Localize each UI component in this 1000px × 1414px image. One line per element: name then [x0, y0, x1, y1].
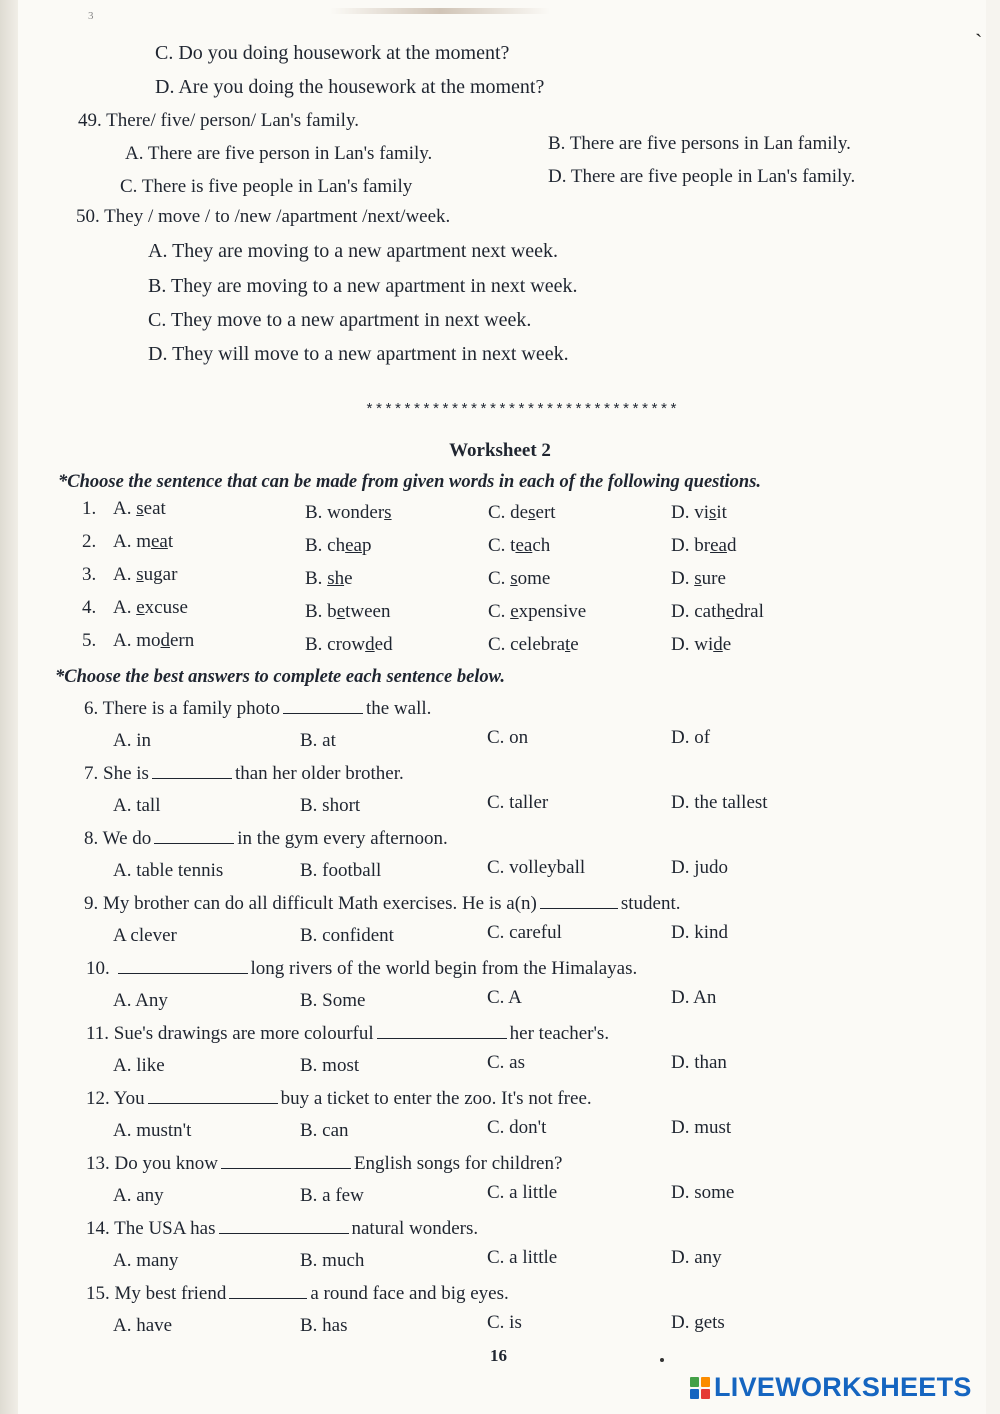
question-number: 13. [86, 1153, 110, 1174]
question-number: 15. [86, 1283, 110, 1304]
pron-q2-option-c[interactable]: C. teach [488, 535, 551, 556]
pron-q3-number: 3. [82, 564, 97, 585]
answer-blank[interactable] [219, 1219, 349, 1234]
question-number: 12. [86, 1088, 110, 1109]
answer-blank[interactable] [377, 1024, 507, 1039]
answer-blank[interactable] [148, 1089, 278, 1104]
question-13-option-d[interactable]: D. some [671, 1182, 735, 1203]
question-11-option-b[interactable]: B. most [300, 1055, 360, 1076]
paper-tear-strip [330, 8, 550, 14]
question-7-option-d[interactable]: D. the tallest [671, 792, 768, 813]
pron-q1-option-a[interactable]: A. seat [113, 498, 166, 519]
pron-q3-option-b[interactable]: B. she [305, 568, 353, 589]
q49-option-c: C. There is five people in Lan's family [120, 176, 413, 197]
q50-option-b: B. They are moving to a new apartment in next week. [148, 275, 578, 297]
scan-mark: 3 [88, 10, 94, 22]
question-14-stem: 14. The USA has natural wonders. [86, 1218, 479, 1239]
q50-option-d: D. They will move to a new apartment in next week. [148, 343, 569, 365]
q49-option-a: A. There are five person in Lan's family. [125, 143, 433, 164]
question-11-option-d[interactable]: D. than [671, 1052, 727, 1073]
question-12-option-c[interactable]: C. don't [487, 1117, 547, 1138]
question-15-option-a[interactable]: A. have [113, 1315, 173, 1336]
question-number: 14. [86, 1218, 110, 1239]
question-8-option-a[interactable]: A. table tennis [113, 860, 224, 881]
question-number: 11. [86, 1023, 110, 1044]
question-13-stem: 13. Do you know English songs for children? [86, 1153, 563, 1174]
question-12-option-b[interactable]: B. can [300, 1120, 349, 1141]
liveworksheets-logo [690, 1372, 972, 1403]
question-number: 8. [84, 828, 99, 849]
q50-prompt: 50. They / move / to /new /apartment /next/week. [76, 206, 451, 227]
scan-dot [660, 1358, 664, 1362]
liveworksheets-logo-icon [690, 1377, 710, 1399]
question-8-option-b[interactable]: B. football [300, 860, 382, 881]
answer-blank[interactable] [152, 764, 232, 779]
pron-q3-option-a[interactable]: A. sugar [113, 564, 178, 585]
q49-prompt: 49. There/ five/ person/ Lan's family. [78, 110, 359, 131]
question-9-option-a[interactable]: A clever [113, 925, 177, 946]
instruction-pronunciation: *Choose the sentence that can be made from given words in each of the following questions. [58, 472, 762, 492]
question-10-option-c[interactable]: C. A [487, 987, 522, 1008]
question-11-stem: 11. Sue's drawings are more colourful her teacher's. [86, 1023, 610, 1044]
pron-q5-option-c[interactable]: C. celebrate [488, 634, 579, 655]
question-15-option-c[interactable]: C. is [487, 1312, 522, 1333]
question-9-option-c[interactable]: C. careful [487, 922, 562, 943]
question-15-option-d[interactable]: D. gets [671, 1312, 725, 1333]
answer-blank[interactable] [229, 1284, 307, 1299]
question-13-option-c[interactable]: C. a little [487, 1182, 558, 1203]
pron-q4-option-b[interactable]: B. between [305, 601, 391, 622]
q50-option-a: A. They are moving to a new apartment next week. [148, 240, 559, 262]
question-14-option-b[interactable]: B. much [300, 1250, 365, 1271]
question-15-option-b[interactable]: B. has [300, 1315, 348, 1336]
pron-q2-number: 2. [82, 531, 97, 552]
question-6-option-b[interactable]: B. at [300, 730, 336, 751]
q50-option-c: C. They move to a new apartment in next week. [148, 309, 532, 331]
question-10-stem: 10. long rivers of the world begin from the Himalayas. [86, 958, 638, 979]
question-6-option-d[interactable]: D. of [671, 727, 711, 748]
pron-q4-option-c[interactable]: C. expensive [488, 601, 587, 622]
question-13-option-a[interactable]: A. any [113, 1185, 164, 1206]
scan-edge [0, 0, 18, 1414]
pron-q1-option-d[interactable]: D. visit [671, 502, 727, 523]
question-8-option-d[interactable]: D. judo [671, 857, 728, 878]
question-9-option-d[interactable]: D. kind [671, 922, 728, 943]
question-9-option-b[interactable]: B. confident [300, 925, 394, 946]
pron-q2-option-a[interactable]: A. meat [113, 531, 174, 552]
question-number: 7. [84, 763, 99, 784]
question-8-option-c[interactable]: C. volleyball [487, 857, 586, 878]
question-10-option-a[interactable]: A. Any [113, 990, 168, 1011]
question-10-option-d[interactable]: D. An [671, 987, 717, 1008]
question-14-option-d[interactable]: D. any [671, 1247, 722, 1268]
question-number: 9. [84, 893, 99, 914]
question-12-stem: 12. You buy a ticket to enter the zoo. It's not free. [86, 1088, 592, 1109]
question-12-option-a[interactable]: A. mustn't [113, 1120, 192, 1141]
pron-q5-option-a[interactable]: A. modern [113, 630, 195, 651]
pron-q1-option-b[interactable]: B. wonders [305, 502, 392, 523]
question-14-option-a[interactable]: A. many [113, 1250, 179, 1271]
question-6-option-a[interactable]: A. in [113, 730, 151, 751]
worksheet-title: Worksheet 2 [449, 440, 551, 461]
pron-q1-option-c[interactable]: C. desert [488, 502, 556, 523]
pron-q3-option-c[interactable]: C. some [488, 568, 551, 589]
q48-option-c: C. Do you doing housework at the moment? [155, 42, 510, 64]
answer-blank[interactable] [118, 959, 248, 974]
question-number: 6. [84, 698, 99, 719]
answer-blank[interactable] [221, 1154, 351, 1169]
pron-q4-number: 4. [82, 597, 97, 618]
answer-blank[interactable] [283, 699, 363, 714]
pron-q1-number: 1. [82, 498, 97, 519]
question-14-option-c[interactable]: C. a little [487, 1247, 558, 1268]
question-15-stem: 15. My best friend a round face and big eyes. [86, 1283, 509, 1304]
question-13-option-b[interactable]: B. a few [300, 1185, 364, 1206]
question-9-stem: 9. My brother can do all difficult Math exercises. He is a(n) student. [84, 893, 681, 914]
liveworksheets-wordmark: LIVEWORKSHEETS [714, 1372, 972, 1402]
question-7-stem: 7. She is than her older brother. [84, 763, 404, 784]
question-7-option-b[interactable]: B. short [300, 795, 361, 816]
q48-option-d: D. Are you doing the housework at the moment? [155, 76, 545, 98]
answer-blank[interactable] [154, 829, 234, 844]
question-number: 10. [86, 958, 110, 979]
question-7-option-a[interactable]: A. tall [113, 795, 161, 816]
question-7-option-c[interactable]: C. taller [487, 792, 549, 813]
pron-q2-option-d[interactable]: D. bread [671, 535, 737, 556]
corner-tick-mark: ˎ [975, 12, 983, 37]
pron-q5-option-b[interactable]: B. crowded [305, 634, 393, 655]
question-11-option-a[interactable]: A. like [113, 1055, 165, 1076]
q49-option-b: B. There are five persons in Lan family. [548, 133, 851, 154]
page-number: 16 [490, 1346, 507, 1365]
pron-q4-option-a[interactable]: A. excuse [113, 597, 188, 618]
question-11-option-c[interactable]: C. as [487, 1052, 525, 1073]
q49-option-d: D. There are five people in Lan's family. [548, 166, 856, 187]
question-10-option-b[interactable]: B. Some [300, 990, 366, 1011]
question-8-stem: 8. We do in the gym every afternoon. [84, 828, 448, 849]
pron-q4-option-d[interactable]: D. cathedral [671, 601, 764, 622]
pron-q3-option-d[interactable]: D. sure [671, 568, 726, 589]
answer-blank[interactable] [540, 894, 618, 909]
section-separator: ********************************* [365, 402, 679, 419]
question-6-stem: 6. There is a family photo the wall. [84, 698, 432, 719]
pron-q5-option-d[interactable]: D. wide [671, 634, 732, 655]
question-6-option-c[interactable]: C. on [487, 727, 529, 748]
question-12-option-d[interactable]: D. must [671, 1117, 732, 1138]
pron-q2-option-b[interactable]: B. cheap [305, 535, 372, 556]
pron-q5-number: 5. [82, 630, 97, 651]
instruction-grammar: *Choose the best answers to complete each sentence below. [55, 667, 505, 687]
